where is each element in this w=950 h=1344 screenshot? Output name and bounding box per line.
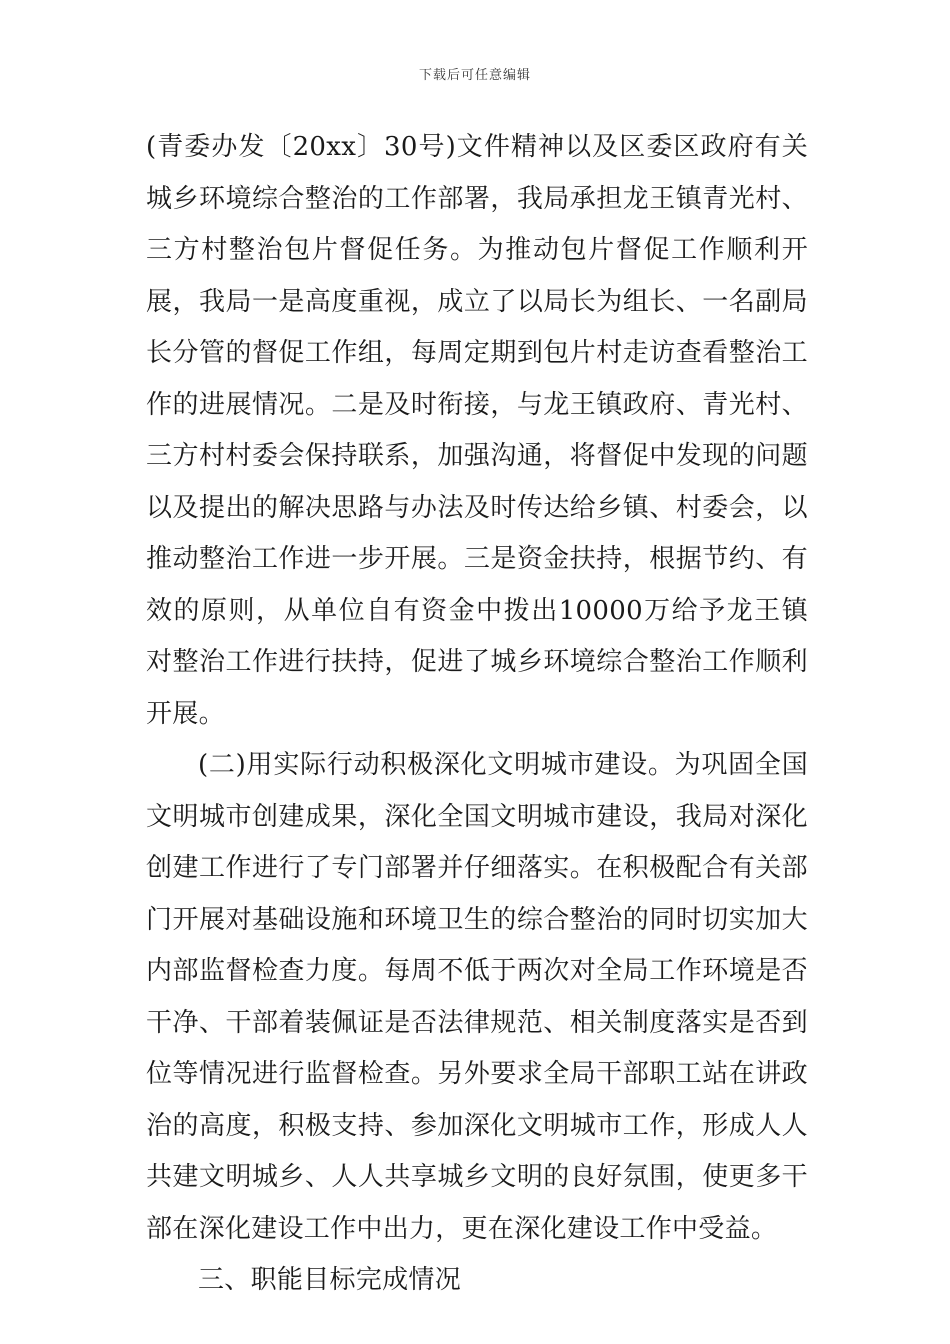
document-body bbox=[146, 122, 808, 1307]
header-note: 下载后可任意编辑 bbox=[418, 68, 531, 83]
paragraph-continuation: (青委办发〔20xx〕30号)文件精神以及区委区政府有关城乡环境综合整治的工作部署，我局承担龙王镇青光村、三方村整治包片督促任务。为推动包片督促工作顺利开展，我局一是高度重视，成立了以局长为组长、一名副局长分管的督促工作组，每周定期到包片村走访查看整治工作的进展情况。二是及时衔接，与龙王镇政府、青光村、三方村村委会保持联系，加强沟通，将督促中发现的问题以及提出的解决思路与办法及时传达给乡镇、村委会，以推动整治工作进一步开展。三是资金扶持，根据节约、有效的原则，从单位自有资金中拨出10000万给予龙王镇对整治工作进行扶持，促进了城乡环境综合整治工作顺利开展。 bbox=[146, 132, 808, 729]
paragraph-civilized-city: (二)用实际行动积极深化文明城市建设。为巩固全国文明城市创建成果，深化全国文明城市建设，我局对深化创建工作进行了专门部署并仔细落实。在积极配合有关部门开展对基础设施和环境卫生的综合整治的同时切实加大内部监督检查力度。每周不低于两次对全局工作环境是否干净、干部着装佩证是否法律规范、相关制度落实是否到位等情况进行监督检查。另外要求全局干部职工站在讲政治的高度，积极支持、参加深化文明城市工作，形成人人共建文明城乡、人人共享城乡文明的良好氛围，使更多干部在深化建设工作中出力，更在深化建设工作中受益。 bbox=[146, 750, 808, 1244]
section-heading-targets: 三、职能目标完成情况 bbox=[198, 1265, 462, 1295]
